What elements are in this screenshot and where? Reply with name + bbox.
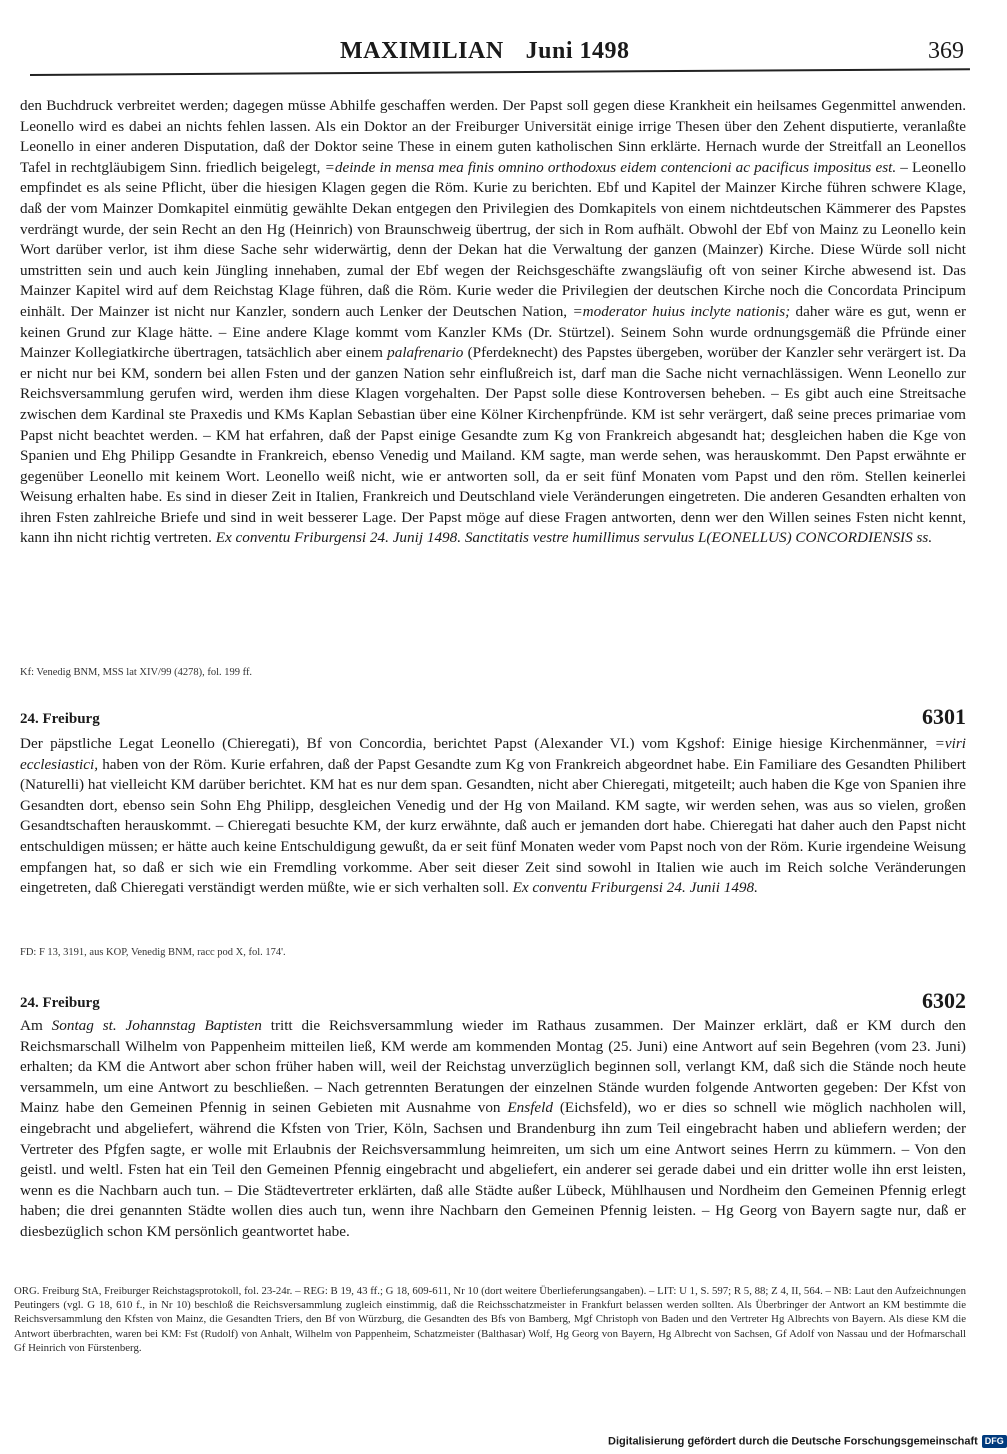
entry-6301-closing: Ex conventu Friburgensi 24. Junii 1498. <box>512 879 758 897</box>
entry-6302-body: Am Sontag st. Johannstag Baptisten tritt die Reichsversammlung wieder im Rathaus zusammen. Der Mainzer erklärt, daß er KM durch den Reichsmarschall Wilhelm von Pappenheim mitteilen ließ, KM werde am kommenden Montag (25. Juni) eine Antwort auf sein Begehren (vom 23. Juni) erhalten; da KM die Antwort aber schon früher haben will, weil der Reichstag unverzüglich beginnen soll, verlangt KM, daß sich die Stände noch heute versammeln, um eine Antwort zu beschließen. – Nach getrennten Beratungen der einzelnen Stände wurden folgende Antworten gegeben: Der Kfst von Mainz habe den Gemeinen Pfennig in seinen Gebieten mit Ausnahme von Ensfeld (Eichsfeld), wo er dies so schnell wie möglich nachholen will, eingebracht und abgeliefert, während die Kfsten von Trier, Köln, Sachsen und Brandenburg ihn zum Teil eingebracht haben und abliefern werden; der Vertreter des Pfgfen sagte, er wolle mit Erlaubnis der Reichsversammlung heimreiten, um sich um eine Antwort seines Herrn zu kümmern. – Von den geistl. und weltl. Fsten hat ein Teil den Gemeinen Pfennig eingebracht und abgeliefert, ein anderer sei gerade dabei und ein dritter wolle ihn erst leisten, wenn es die Nachbarn auch tun. – Die Städtevertreter erklärten, daß alle Städte außer Lübeck, Mühlhausen und Nordheim den Gemeinen Pfennig erlegt haben; die drei genannten Städte wollen dies auch tun, wenn ihre Nachbarn den Gemeinen Pfennig leisten. – Hg Georg von Bayern sagte nur, daß er diesbezüglich schon KM persönlich geantwortet habe. <box>20 1017 967 1240</box>
running-title <box>340 38 630 65</box>
continued-letter-body: den Buchdruck verbreitet werden; dagegen müsse Abhilfe geschaffen werden. Der Papst soll gegen diese Krankheit ein heilsames Gegenmittel anwenden. Leonello wird es dabei an nichts fehlen lassen. Als ein Doktor an der Freiburger Universität einige irrige Thesen über den Zehent disputierte, veranlaßte Leonello in einer anderen Disputation, daß der Doktor seine These in einem guten katholischen Sinn erklärte. Hernach wurde der Streitfall an Leonellos Tafel in rechtgläubigem Sinn. friedlich beigelegt, =deinde in mensa mea finis omnino orthodoxus eidem contencioni ac pacificus impositus est. – Leonello empfindet es als seine Pflicht, über die hiesigen Klagen gegen die Röm. Kurie zu berichten. Ebf und Kapitel der Mainzer Kirche führen schwere Klage, daß der vom Mainzer Domkapitel einmütig gewählte Dekan entgegen den Privilegien des Domkapitels von einem nichtdeutschen Kämmerer des Papstes verdrängt wurde, der sein Recht an den Hg (Heinrich) von Braunschweig übertrug, der sich in Rom aufhält. Obwohl der Ebf von Mainz zu Leonello kein Wort darüber verlor, ist ihm diese Sache sehr widerwärtig, denn der Dekan hat die Verwaltung der ganzen (Mainzer) Kirche. Diese Würde soll nicht umstritten sein und auch kein Jüngling innehaben, zumal der Ebf wegen der Reichsgeschäfte zwangsläufig oft von seiner Kirche abwesend ist. Das Mainzer Kapitel wird auf dem Reichstag Klage führen, daß die Röm. Kurie weder die Privilegien der deutschen Kirche noch die Concordata Principum einhält. Der Mainzer ist nicht nur Kanzler, sondern auch Lenker der Deutschen Nation, =moderator huius inclyte nationis; daher wäre es gut, wenn er keinen Grund zur Klage hätte. – Eine andere Klage kommt vom Kanzler KMs (Dr. Stürtzel). Seinem Sohn wurde ordnungsgemäß die Pfründe einer Mainzer Kollegiatkirche übertragen, tatsächlich aber einem palafrenario (Pferdeknecht) des Papstes übergeben, worüber der Kanzler sehr verärgert ist. Da er nicht nur bei KM, sondern bei allen Fsten und der ganzen Nation sehr einflußreich ist, darf man die Sache nicht vernachlässigen. Wenn Leonello zur Reichsversammlung gerufen wird, werden ihm diese Klagen vorgehalten. Der Papst solle diese Kontroversen beheben. – Es gibt auch eine Streitsache zwischen dem Kardinal ste Praxedis und KMs Kaplan Sebastian über eine Kölner Kirchenpfründe. KM ist sehr verärgert, daß seine preces primariae vom Papst nicht beachtet werden. – KM hat erfahren, daß der Papst einige Gesandte zum Kg von Frankreich abgesandt hat; desgleichen haben die Kge von Spanien und Ehg Philipp Gesandte in Frankreich, ebenso Venedig und Mailand. KM sagte, man werde sehen, was herauskommt. Den Papst erwähnte er gegenüber Leonello mit keinem Wort. Leonello weiß nicht, wie er antworten soll, da er seit fünf Monaten vom Papst und den röm. Stellen keinerlei Weisung erhalten habe. Es sind in dieser Zeit in Italien, Frankreich und Deutschland viele Veränderungen eingetreten. Die anderen Gesandten erhalten von ihren Fsten zahlreiche Briefe und sind in weit besserer Lage. Der Papst möge auf diese Fragen antworten, denn wer den Willen seines Fsten nicht kennt, kann ihn nicht richtig vertreten. Ex conventu Friburgensi 24. Junij 1498. Sanctitatis vestre humillimus servulus L(EONELLUS) CONCORDIENSIS ss. <box>20 97 967 547</box>
entry-6302-header <box>20 988 966 1014</box>
source-note-letter: Kf: Venedig BNM, MSS lat XIV/99 (4278), fol. 199 ff. <box>20 667 253 678</box>
running-header <box>0 38 1000 72</box>
entry-6302-place: 24. Freiburg <box>20 995 100 1011</box>
entry-6301-number: 6301 <box>922 704 966 729</box>
entry-6301-header <box>20 704 966 730</box>
title-name: MAXIMILIAN <box>340 38 504 64</box>
entry-6301-body: Der päpstliche Legat Leonello (Chieregati), Bf von Concordia, berichtet Papst (Alexander VI.) vom Kgshof: Einige hiesige Kirchenmänner, =viri ecclesiastici, haben von der Röm. Kurie erfahren, daß der Papst Gesandte zum Kg von Frankreich abgeordnet habe. Ein Familiare des Gesandten Philibert (Naturelli) hat vielleicht KM darüber berichtet. KM hat es nur dem span. Gesandten, nicht aber Chieregati, mitgeteilt; auch haben die Kge von Spanien ihre Gesandten dort, ebenso sein Sohn Ehg Philipp, desgleichen Venedig und der Hg von Mailand. KM sagte, wir werden sehen, was aus so vielen, großen Gesandtschaften herauskommt. – Chieregati besuchte KM, der kurz erwähnte, daß auch er jemanden dort habe. Chieregati hat daher auch den Papst nicht entschuldigen müssen; er hätte auch keine Entschuldigung gewußt, da er seit fünf Monaten weder vom Papst noch von der Röm. Kurie irgendeine Weisung empfangen hat, so daß er sich wie ein Fremdling vorkomme. Aber seit dieser Zeit sind sowohl in Italien wie auch im Reich solche Veränderungen eingetreten, daß Chieregati verständigt werden müßte, wie er sich verhalten soll. Ex conventu Friburgensi 24. Junii 1498. <box>20 735 967 897</box>
footer-text: Digitalisierung gefördert durch die Deutsche Forschungsgemeinschaft <box>608 1435 978 1448</box>
entry-6302-number: 6302 <box>922 988 966 1013</box>
dfg-logo-icon: DFG <box>982 1435 1007 1448</box>
digitization-footer <box>608 1435 1004 1451</box>
page-number: 369 <box>928 38 964 64</box>
entry-6301-place: 24. Freiburg <box>20 711 100 727</box>
source-note-6301: FD: F 13, 3191, aus KOP, Venedig BNM, racc pod X, fol. 174'. <box>20 947 286 958</box>
footnote-6302: ORG. Freiburg StA, Freiburger Reichstagsprotokoll, fol. 23-24r. – REG: B 19, 43 ff.; G 18, 609-611, Nr 10 (dort weitere Überlieferungsangaben). – LIT: U 1, S. 597; R 5, 88; Z 4, II, 564. – NB: Laut den Aufzeichnungen Peutingers (vgl. G 18, 610 f., in Nr 10) beschloß die Reichsversammlung zugleich einstimmig, daß die Reichsschatzmeister in Frankfurt belassen werden sollten. Als Überbringer der Antwort an KM bestimmte die Reichsversammlung den Kfsten von Mainz, die Gesandten Triers, den Bf von Würzburg, die Gesandten des Bfs von Bamberg, Mgf Christoph von Baden und den Vertreter Hg Albrechts von Bayern. Als diese KM die Antwort überbrachten, waren bei KM: Fst (Rudolf) von Anhalt, Wilhelm von Pappenheim, Schatzmeister (Balthasar) Wolf, Hg Georg von Bayern, Hg Albrecht von Sachsen, Gf Adolf von Nassau und der Hofmarschall Gf Heinrich von Fürstenberg. <box>14 1285 966 1354</box>
letter-closing: Ex conventu Friburgensi 24. Junij 1498. Sanctitatis vestre humillimus servulus L(EONELLUS) CONCORDIENSIS ss. <box>215 529 933 547</box>
title-date: Juni 1498 <box>525 38 630 64</box>
continued-letter <box>20 96 966 549</box>
